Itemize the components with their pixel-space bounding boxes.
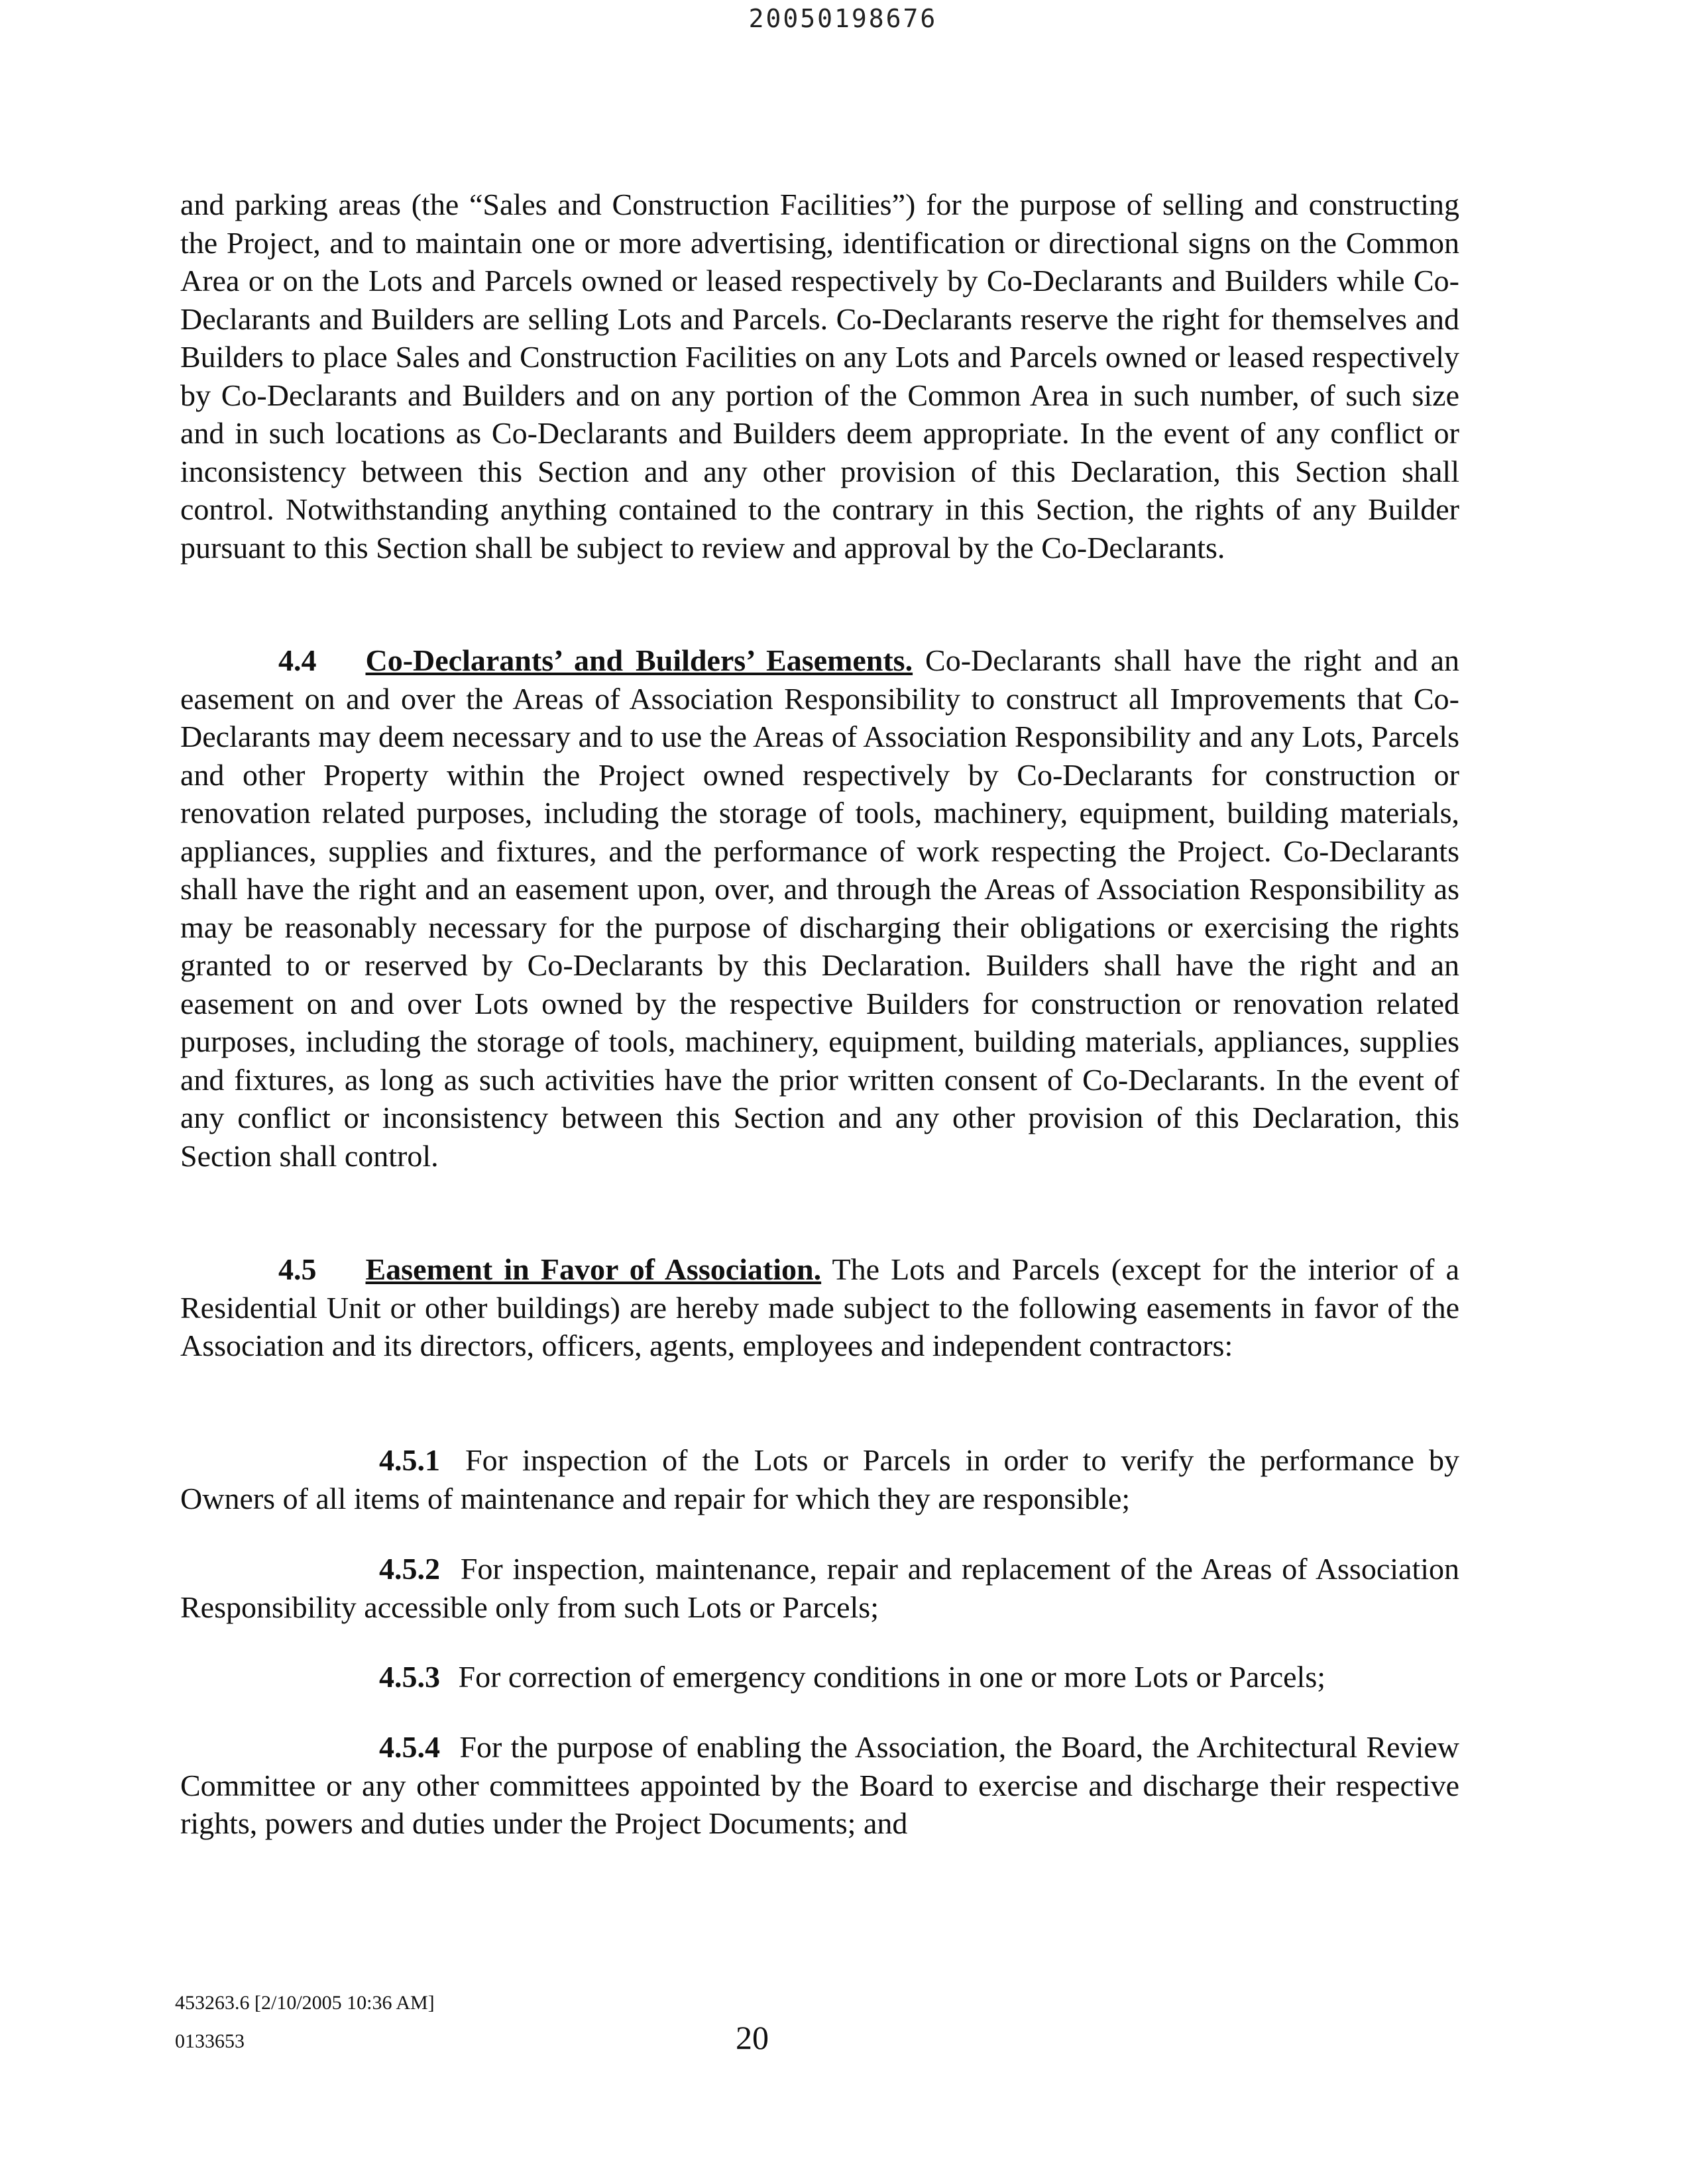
section-4-5: [180, 1250, 1459, 1365]
section-4-5-3-text: For correction of emergency conditions in one or more Lots or Parcels;: [458, 1660, 1326, 1694]
section-4-5-2: [180, 1550, 1459, 1626]
section-4-5-2-number: 4.5.2: [379, 1552, 440, 1586]
section-4-5-1: [180, 1441, 1459, 1517]
footer-doc-ref: 453263.6 [2/10/2005 10:36 AM]: [175, 1992, 435, 2014]
section-4-5-2-text: For inspection, maintenance, repair and replacement of the Areas of Association Responsibility accessible only from such Lots or Parcels;: [180, 1552, 1460, 1624]
section-4-4: [180, 641, 1459, 1175]
section-4-4-number: 4.4: [278, 643, 317, 677]
section-4-5-title: Easement in Favor of Association.: [365, 1252, 822, 1286]
section-4-4-title: Co-Declarants’ and Builders’ Easements.: [365, 643, 913, 677]
section-4-5-text: The Lots and Parcels (except for the interior of a Residential Unit or other buildings) are hereby made subject to the following easements in favor of the Association and its directors, officers, agents, employees and independent contractors:: [180, 1252, 1459, 1362]
section-4-5-3-number: 4.5.3: [379, 1660, 440, 1694]
section-4-5-1-text: For inspection of the Lots or Parcels in order to verify the performance by Owners of all items of maintenance and repair for which they are responsible;: [180, 1443, 1460, 1515]
section-4-5-number: 4.5: [278, 1252, 317, 1286]
section-4-5-4: [180, 1728, 1459, 1843]
section-4-5-3: [180, 1658, 1459, 1696]
document-number: 20050198676: [748, 4, 938, 33]
section-4-5-4-number: 4.5.4: [379, 1730, 440, 1764]
section-4-5-4-text: For the purpose of enabling the Association, the Board, the Architectural Review Committee or any other committees appointed by the Board to exercise and discharge their respective rights, powers and duties under the Project Documents; and: [180, 1730, 1459, 1840]
page-number: 20: [736, 2019, 769, 2056]
section-4-4-text: Co-Declarants shall have the right and an easement on and over the Areas of Association Responsibility to construct all Improvements that Co-Declarants may deem necessary and to use the Areas of Association Responsibility and any Lots, Parcels and other Property within the Project owned respectively by Co-Declarants for construction or renovation related purposes, including the storage of tools, machinery, equipment, building materials, appliances, supplies and fixtures, and the performance of work respecting the Project. Co-Declarants shall have the right and an easement upon, over, and through the Areas of Association Responsibility as may be reasonably necessary for the purpose of discharging their obligations or exercising the rights granted to or reserved by Co-Declarants by this Declaration. Builders shall have the right and an easement on and over Lots owned by the respective Builders for construction or renovation related purposes, including the storage of tools, machinery, equipment, building materials, appliances, supplies and fixtures, as long as such activities have the prior written consent of Co-Declarants. In the event of any conflict or inconsistency between this Section and any other provision of this Declaration, this Section shall control.: [180, 643, 1460, 1173]
footer-file-number: 0133653: [175, 2030, 245, 2052]
section-4-5-1-number: 4.5.1: [379, 1443, 440, 1477]
paragraph-continued: and parking areas (the “Sales and Construction Facilities”) for the purpose of selling and constructing the Project, and to maintain one or more advertising, identification or directional signs on the Common Area or on the Lots and Parcels owned or leased respectively by Co-Declarants and Builders while Co-Declarants and Builders are selling Lots and Parcels. Co-Declarants reserve the right for themselves and Builders to place Sales and Construction Facilities on any Lots and Parcels owned or leased respectively by Co-Declarants and Builders and on any portion of the Common Area in such number, of such size and in such locations as Co-Declarants and Builders deem appropriate. In the event of any conflict or inconsistency between this Section and any other provision of this Declaration, this Section shall control. Notwithstanding anything contained to the contrary in this Section, the rights of any Builder pursuant to this Section shall be subject to review and approval by the Co-Declarants.: [180, 188, 1459, 565]
